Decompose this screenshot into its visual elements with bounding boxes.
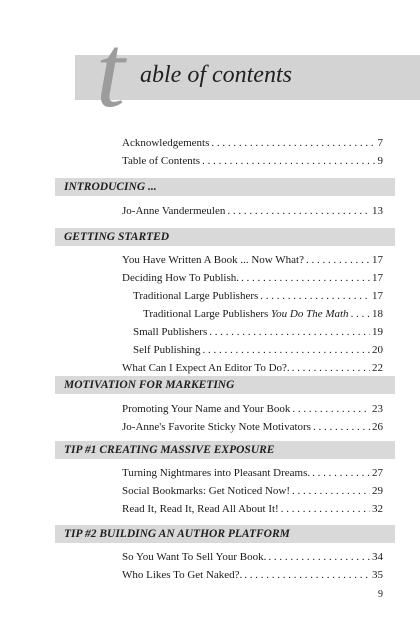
section-heading-tip-1: TIP #1 CREATING MASSIVE EXPOSURE [55,441,395,459]
toc-entry: Promoting Your Name and Your Book . . . 23 [122,402,383,416]
toc-entry: You Have Written A Book ... Now What? . . . 17 [122,253,383,267]
toc-entry: Read It, Read It, Read All About It! . . . 32 [122,502,383,516]
title-initial: t [96,14,125,129]
toc-entry: Traditional Large Publishers You Do The Math . . . 18 [143,307,383,321]
toc-entry: Jo-Anne's Favorite Sticky Note Motivators . . . 26 [122,420,383,434]
toc-entry: Deciding How To Publish. . . . 17 [122,271,383,285]
toc-entry: What Can I Expect An Editor To Do?. . . . 22 [122,361,383,375]
section-heading-introducing: INTRODUCING ... [55,178,395,196]
section-heading-motivation: MOTIVATION FOR MARKETING [55,376,395,394]
toc-entry: Traditional Large Publishers . . . 17 [133,289,383,303]
toc-entry: Self Publishing . . . 20 [133,343,383,357]
section-heading-tip-2: TIP #2 BUILDING AN AUTHOR PLATFORM [55,525,395,543]
toc-entry: Who Likes To Get Naked?. . . . 35 [122,568,383,582]
section-heading-getting-started: GETTING STARTED [55,228,395,246]
page-title: able of contents [140,62,292,88]
toc-entry-acknowledgements: Acknowledgements . . . 7 [122,136,383,150]
toc-entry: Social Bookmarks: Get Noticed Now! . . . 29 [122,484,383,498]
toc-entry-table-of-contents: Table of Contents . . . 9 [122,154,383,168]
toc-entry: Small Publishers . . . 19 [133,325,383,339]
page-number: 9 [378,589,383,600]
toc-entry: Turning Nightmares into Pleasant Dreams. . . . 27 [122,466,383,480]
toc-entry: So You Want To Sell Your Book. . . . 34 [122,550,383,564]
toc-entry: Jo-Anne Vandermeulen . . . 13 [122,204,383,218]
